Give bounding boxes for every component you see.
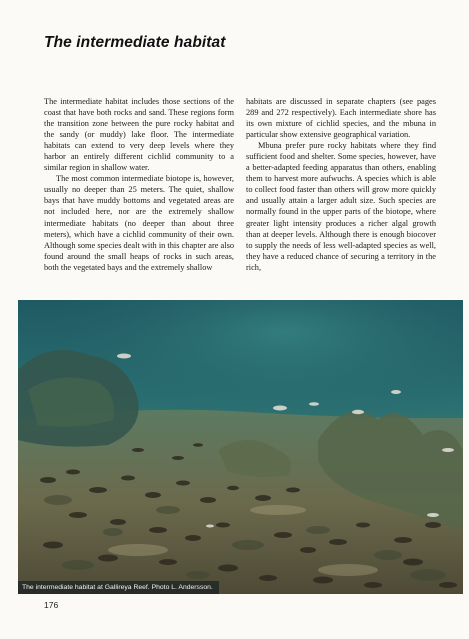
photo-caption: The intermediate habitat at Gallireya Reef. Photo L. Andersson. (18, 581, 219, 594)
paragraph: Mbuna prefer pure rocky habitats where they find sufficient food and shelter. Some species, however, have a better-adapted feeding apparatus than others, enabling them to harvest more aufwuchs. A species which is able to collect food faster than others will grow more quickly and usually attain a larger adult size. Such species are normally found in the upper parts of the biotope, where greater light intensity produces a richer algal growth than at deeper levels. Although there is enough biocover to supply the needs of less well-adapted species as well, they have a reduced chance of securing a territory in the rich, (246, 141, 436, 272)
left-text-column (44, 96, 234, 273)
page-title: The intermediate habitat (44, 34, 226, 51)
paragraph: The intermediate habitat includes those sections of the coast that have both rocks and sand. These regions form the transition zone between the pure rocky habitat and the sandy (or muddy) lake floor. The intermediate habitats can extend to very deep levels where they harbor an entirely different cichlid community to a similar region in shallow water. (44, 97, 234, 173)
underwater-photo (18, 300, 463, 594)
paragraph: The most common intermediate biotope is, however, usually no deeper than 25 meters. The quiet, shallow bays that have muddy bottoms and vegetated areas are not included here, nor are the extremely shallow intermediate habitats (no deeper than about three meters), which have a cichlid community of their own. Although some species dealt with in this chapter are also found around the small heaps of rocks in such areas, both the vegetated bays and the extremely shallow (44, 174, 234, 272)
paragraph: habitats are discussed in separate chapters (see pages 289 and 272 respectively). Each intermediate shore has its own mixture of cichlid species, and the mbuna in particular show extensive geographical variation. (246, 97, 436, 140)
right-text-column (246, 96, 436, 273)
page-number: 176 (44, 600, 59, 610)
